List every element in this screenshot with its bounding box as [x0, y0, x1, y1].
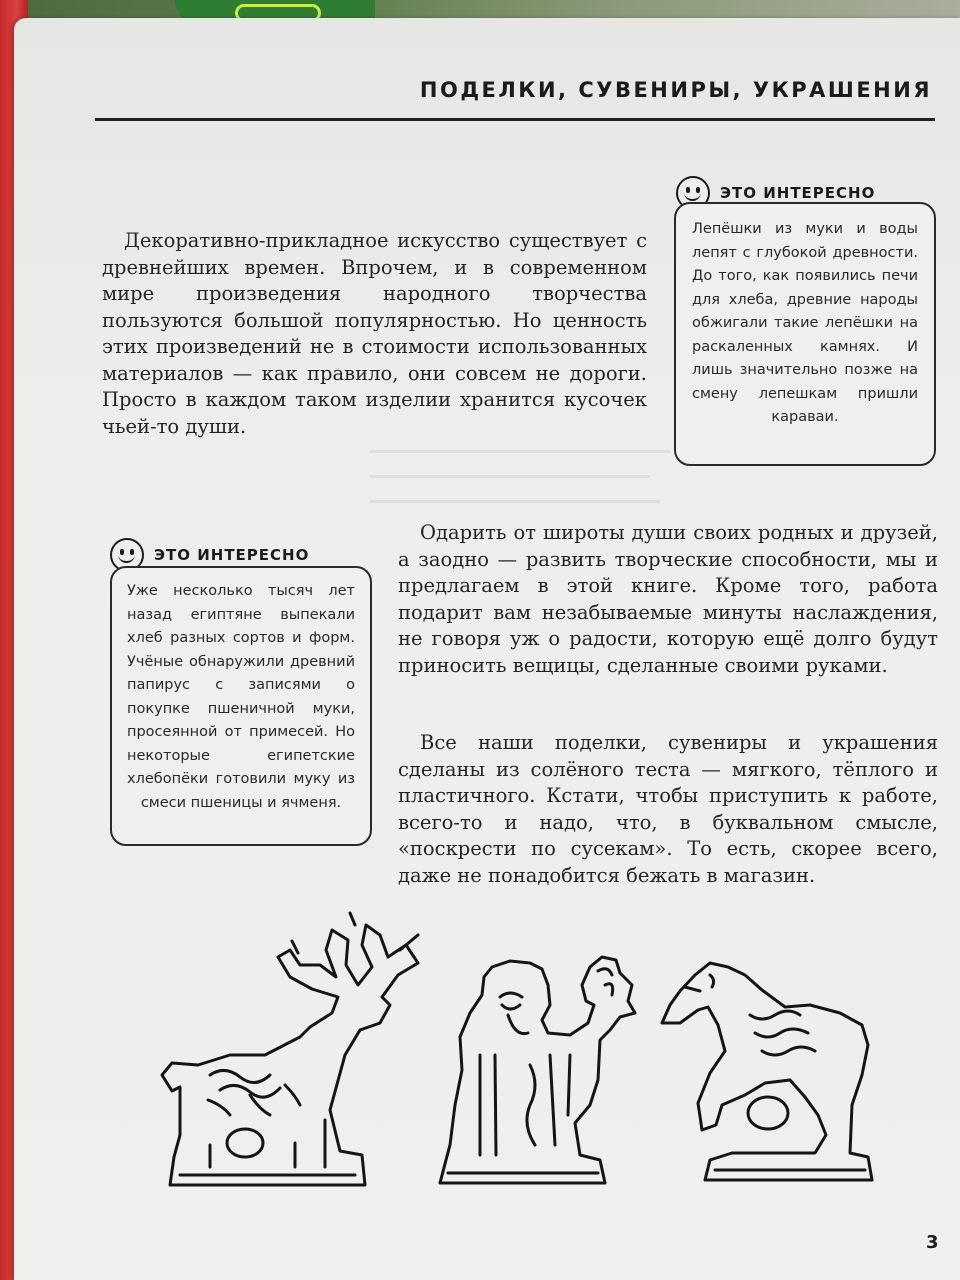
header-rule — [95, 118, 935, 121]
fact-box-2-text: Уже несколько тысяч лет назад египтяне выпекали хлеб разных сортов и форм. Учёные обнаружили древний папирус с записями о покупке пшеничной муки, просеянной от примесей. Но некоторые египетские хлебопёки готовили муку из смеси пшеницы и ячменя. — [127, 583, 355, 811]
intro-paragraph: Декоративно-прикладное искусство существует с древнейших времен. Впрочем, и в современном мире произведения народного творчества пользуются большой популярностью. Но ценность этих произведений не в стоимости использованных материалов — как правило, они совсем не дороги. Просто в каждом таком изделии хранится кусочек чьей-то души. — [102, 229, 647, 438]
horse-figurine — [662, 963, 872, 1180]
deer-figurine — [162, 913, 418, 1185]
fact-box-2-title: ЭТО ИНТЕРЕСНО — [154, 546, 310, 564]
man-with-flower-figurine — [440, 957, 635, 1183]
page-number: 3 — [926, 1232, 939, 1253]
salt-dough-figurines-illustration — [150, 905, 890, 1215]
fact-box-2 — [110, 566, 372, 846]
fact-box-1-title: ЭТО ИНТЕРЕСНО — [720, 184, 876, 202]
fact-box-1 — [674, 202, 936, 466]
gift-paragraph: Одарить от широты души своих родных и друзей, а заодно — развить творческие способности, мы и предлагаем в этой книге. Кроме того, работа подарит вам незабываемые минуты наслаждения, не говоря уж о радости, которую ещё долго будут приносить вещицы, сделанные своими руками. — [398, 521, 938, 677]
salt-dough-paragraph: Все наши поделки, сувениры и украшения сделаны из солёного теста — мягкого, тёплого и пластичного. Кстати, чтобы приступить к работе, всего-то и надо, что, в буквальном смысле, «поскрести по сусекам». То есть, скорее всего, даже не понадобится бежать в магазин. — [398, 731, 938, 887]
fact-box-1-text: Лепёшки из муки и воды лепят с глубокой древности. До того, как появились печи для хлеба, древние народы обжигали такие лепёшки на раскаленных камнях. И лишь значительно позже на смену лепешкам пришли караваи. — [692, 221, 918, 425]
page-header: ПОДЕЛКИ, СУВЕНИРЫ, УКРАШЕНИЯ — [419, 78, 932, 102]
